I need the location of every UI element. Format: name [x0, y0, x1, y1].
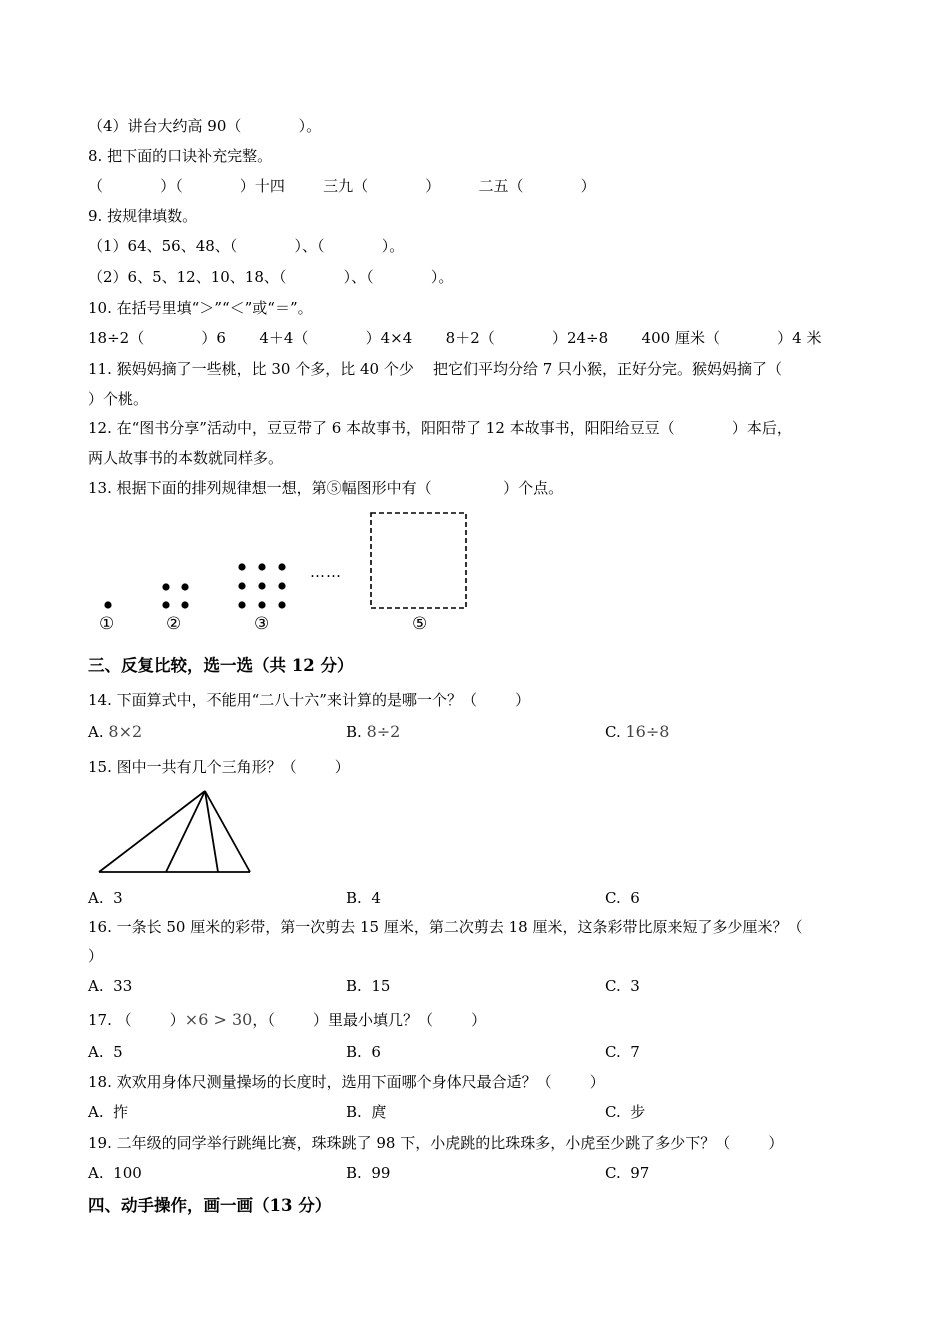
section-3-heading: 三、反复比较，选一选（共 12 分） — [88, 656, 354, 675]
q9-item-2: （2）6、5、12、10、18、（ ）、（ ）。 — [88, 268, 454, 286]
q10-title: 10. 在括号里填“＞”“＜”或“＝”。 — [88, 299, 313, 317]
q17-option-a: A. 5 — [88, 1043, 123, 1061]
q17-option-b: B. 6 — [346, 1043, 381, 1061]
dot — [278, 582, 285, 589]
q19-option-b: B. 99 — [346, 1164, 391, 1182]
dot — [238, 582, 245, 589]
q15-title: 15. 图中一共有几个三角形？（ ） — [88, 758, 350, 776]
q14-option-b: B. 8÷2 — [346, 722, 401, 741]
q15-option-b: B. 4 — [346, 889, 381, 907]
dot — [278, 563, 285, 570]
q18-option-c: C. 步 — [605, 1103, 646, 1121]
triangle-figure — [99, 791, 250, 872]
figure-label-1: ① — [99, 614, 115, 634]
q8-title: 8. 把下面的口诀补充完整。 — [88, 147, 273, 165]
q16-option-b: B. 15 — [346, 977, 391, 995]
q12-line-1: 12. 在“图书分享”活动中，豆豆带了 6 本故事书，阳阳带了 12 本故事书，阳阳给豆豆（ ）本后， — [88, 419, 792, 437]
q8-blanks: （ ）（ ）十四 三九（ ） 二五（ ） — [88, 177, 596, 195]
q15-option-c: C. 6 — [605, 889, 640, 907]
dot — [162, 583, 169, 590]
dot — [181, 601, 188, 608]
dot — [258, 601, 265, 608]
section-4-heading: 四、动手操作，画一画（13 分） — [88, 1196, 332, 1215]
figure-label-5: ⑤ — [412, 614, 428, 634]
q9-item-1: （1）64、56、48、（ ）、（ ）。 — [88, 237, 405, 255]
dot — [258, 563, 265, 570]
q14-option-a: A. 8×2 — [88, 722, 143, 741]
q14-option-c: C. 16÷8 — [605, 722, 670, 741]
dot — [181, 583, 188, 590]
dot — [278, 601, 285, 608]
dot — [162, 601, 169, 608]
q9-title: 9. 按规律填数。 — [88, 207, 198, 225]
q7-item-4: （4）讲台大约高 90（ ）。 — [88, 117, 322, 135]
figure-label-2: ② — [166, 614, 182, 634]
dot — [104, 601, 111, 608]
figure-1-dots — [104, 601, 111, 608]
q19-title: 19. 二年级的同学举行跳绳比赛，珠珠跳了 98 下，小虎跳的比珠珠多，小虎至少跳了多少下？（ ） — [88, 1134, 784, 1152]
dot — [258, 582, 265, 589]
q18-option-a: A. 拃 — [88, 1103, 129, 1121]
q16-option-a: A. 33 — [88, 977, 133, 995]
ellipsis: …… — [310, 563, 342, 581]
q18-title: 18. 欢欢用身体尺测量操场的长度时，选用下面哪个身体尺最合适？（ ） — [88, 1073, 605, 1091]
figure-label-3: ③ — [254, 614, 270, 634]
q16-line-2: ） — [88, 947, 104, 965]
q14-title: 14. 下面算式中，不能用“二八十六”来计算的是哪一个？（ ） — [88, 691, 531, 709]
q17-option-c: C. 7 — [605, 1043, 640, 1061]
q11-line-2: ）个桃。 — [88, 390, 149, 408]
q11-line-1: 11. 猴妈妈摘了一些桃，比 30 个多，比 40 个少 把它们平均分给 7 只小猴，正好分完。猴妈妈摘了（ — [88, 360, 783, 378]
q19-option-c: C. 97 — [605, 1164, 650, 1182]
q13-title: 13. 根据下面的排列规律想一想，第⑤幅图形中有（ ）个点。 — [88, 479, 564, 497]
q16-line-1: 16. 一条长 50 厘米的彩带，第一次剪去 15 厘米，第二次剪去 18 厘米，这条彩带比原来短了多少厘米？（ — [88, 918, 803, 936]
q17-title: 17. （ ）×6 > 30，（ ）里最小填几？（ ） — [88, 1010, 487, 1029]
figure-5-dashed-box — [371, 513, 466, 608]
dot — [238, 563, 245, 570]
q19-option-a: A. 100 — [88, 1164, 142, 1182]
figure-3-dots — [238, 563, 285, 608]
q16-option-c: C. 3 — [605, 977, 640, 995]
q10-blanks: 18÷2（ ）6 4＋4（ ）4×4 8＋2（ ）24÷8 400 厘米（ ）4 米 — [88, 329, 822, 347]
q18-option-b: B. 庹 — [346, 1103, 387, 1121]
q15-option-a: A. 3 — [88, 889, 123, 907]
figure-2-dots — [162, 583, 188, 608]
dot — [238, 601, 245, 608]
q12-line-2: 两人故事书的本数就同样多。 — [88, 449, 284, 467]
